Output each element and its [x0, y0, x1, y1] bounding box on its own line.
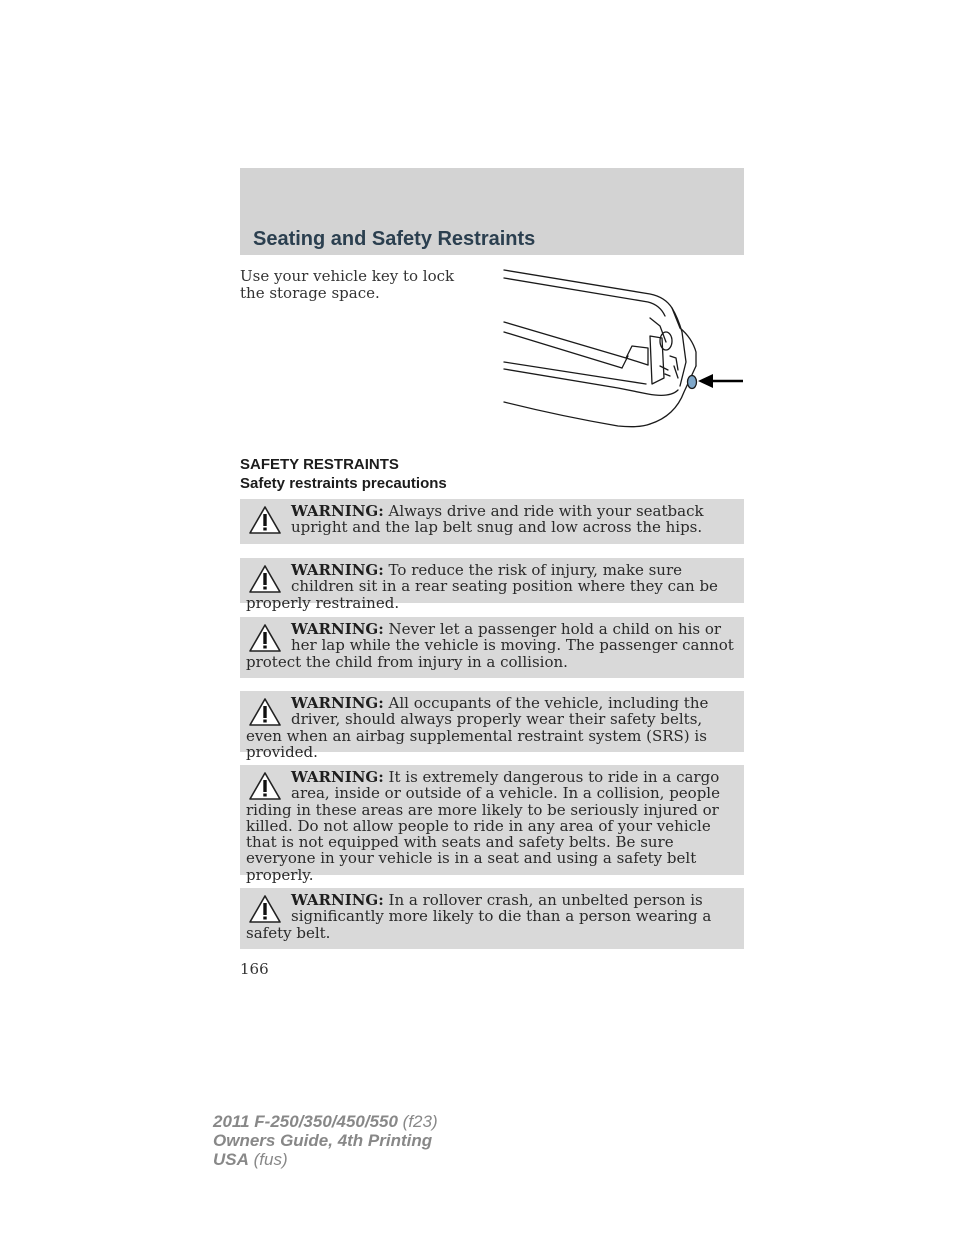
warning-body: To reduce the risk of injury, make sure children sit in a rear seating position where they can be properly restrained.: [246, 561, 718, 612]
footer-line-3: [213, 1150, 438, 1169]
warning-body: It is extremely dangerous to ride in a cargo area, inside or outside of a vehicle. In a collision, people riding in these areas are more likely to be seriously injured or killed. Do not allow people to ride in any area of your vehicle that is not equipped with seats and safety belts. Be sure everyone in your vehicle is in a seat and using a safety belt properly.: [246, 768, 720, 884]
warning-box: [240, 617, 744, 678]
footer-market-code: (fus): [248, 1150, 288, 1169]
warning-body: Never let a passenger hold a child on his or her lap while the vehicle is moving. The passenger cannot protect the child from injury in a collision.: [246, 620, 734, 671]
warning-text: [246, 892, 734, 941]
footer-line-1: [213, 1112, 438, 1131]
warning-triangle-icon: [248, 894, 282, 924]
page-number: 166: [240, 960, 269, 978]
footer-market: USA: [213, 1150, 249, 1169]
warning-label: WARNING:: [291, 891, 384, 909]
header-band: [240, 168, 744, 255]
page-title: Seating and Safety Restraints: [253, 228, 536, 250]
warning-label: WARNING:: [291, 561, 384, 579]
warning-text: [246, 503, 734, 536]
warning-box: [240, 888, 744, 949]
warning-box: [240, 691, 744, 761]
warning-label: WARNING:: [291, 620, 384, 638]
footer-model-code: (f23): [397, 1112, 438, 1131]
warning-label: WARNING:: [291, 694, 384, 712]
warning-text: [246, 769, 734, 883]
intro-text: Use your vehicle key to lock the storage space.: [240, 267, 455, 302]
warning-label: WARNING:: [291, 502, 384, 520]
warning-text: [246, 695, 734, 760]
section-subheading: Safety restraints precautions: [240, 475, 447, 492]
warning-text: [246, 562, 734, 611]
footer-line-2: Owners Guide, 4th Printing: [213, 1131, 433, 1150]
warning-body: All occupants of the vehicle, including the driver, should always properly wear their safety belts, even when an airbag supplemental restraint system (SRS) is provided.: [246, 694, 709, 761]
warning-box: [240, 499, 744, 544]
warning-triangle-icon: [248, 505, 282, 535]
warning-box: [240, 558, 744, 612]
warning-text: [246, 621, 734, 670]
warning-triangle-icon: [248, 697, 282, 727]
warning-triangle-icon: [248, 623, 282, 653]
footer: [213, 1112, 438, 1169]
arrow-left-icon: [698, 374, 743, 388]
storage-compartment-illustration: [500, 266, 748, 430]
warning-body: In a rollover crash, an unbelted person is significantly more likely to die than a person wearing a safety belt.: [246, 891, 712, 942]
warning-triangle-icon: [248, 564, 282, 594]
section-heading: SAFETY RESTRAINTS: [240, 456, 399, 473]
warning-label: WARNING:: [291, 768, 384, 786]
warning-box: [240, 765, 744, 884]
warning-triangle-icon: [248, 771, 282, 801]
warning-body: Always drive and ride with your seatback upright and the lap belt snug and low across the hips.: [291, 502, 704, 537]
footer-model: 2011 F-250/350/450/550: [213, 1112, 398, 1131]
